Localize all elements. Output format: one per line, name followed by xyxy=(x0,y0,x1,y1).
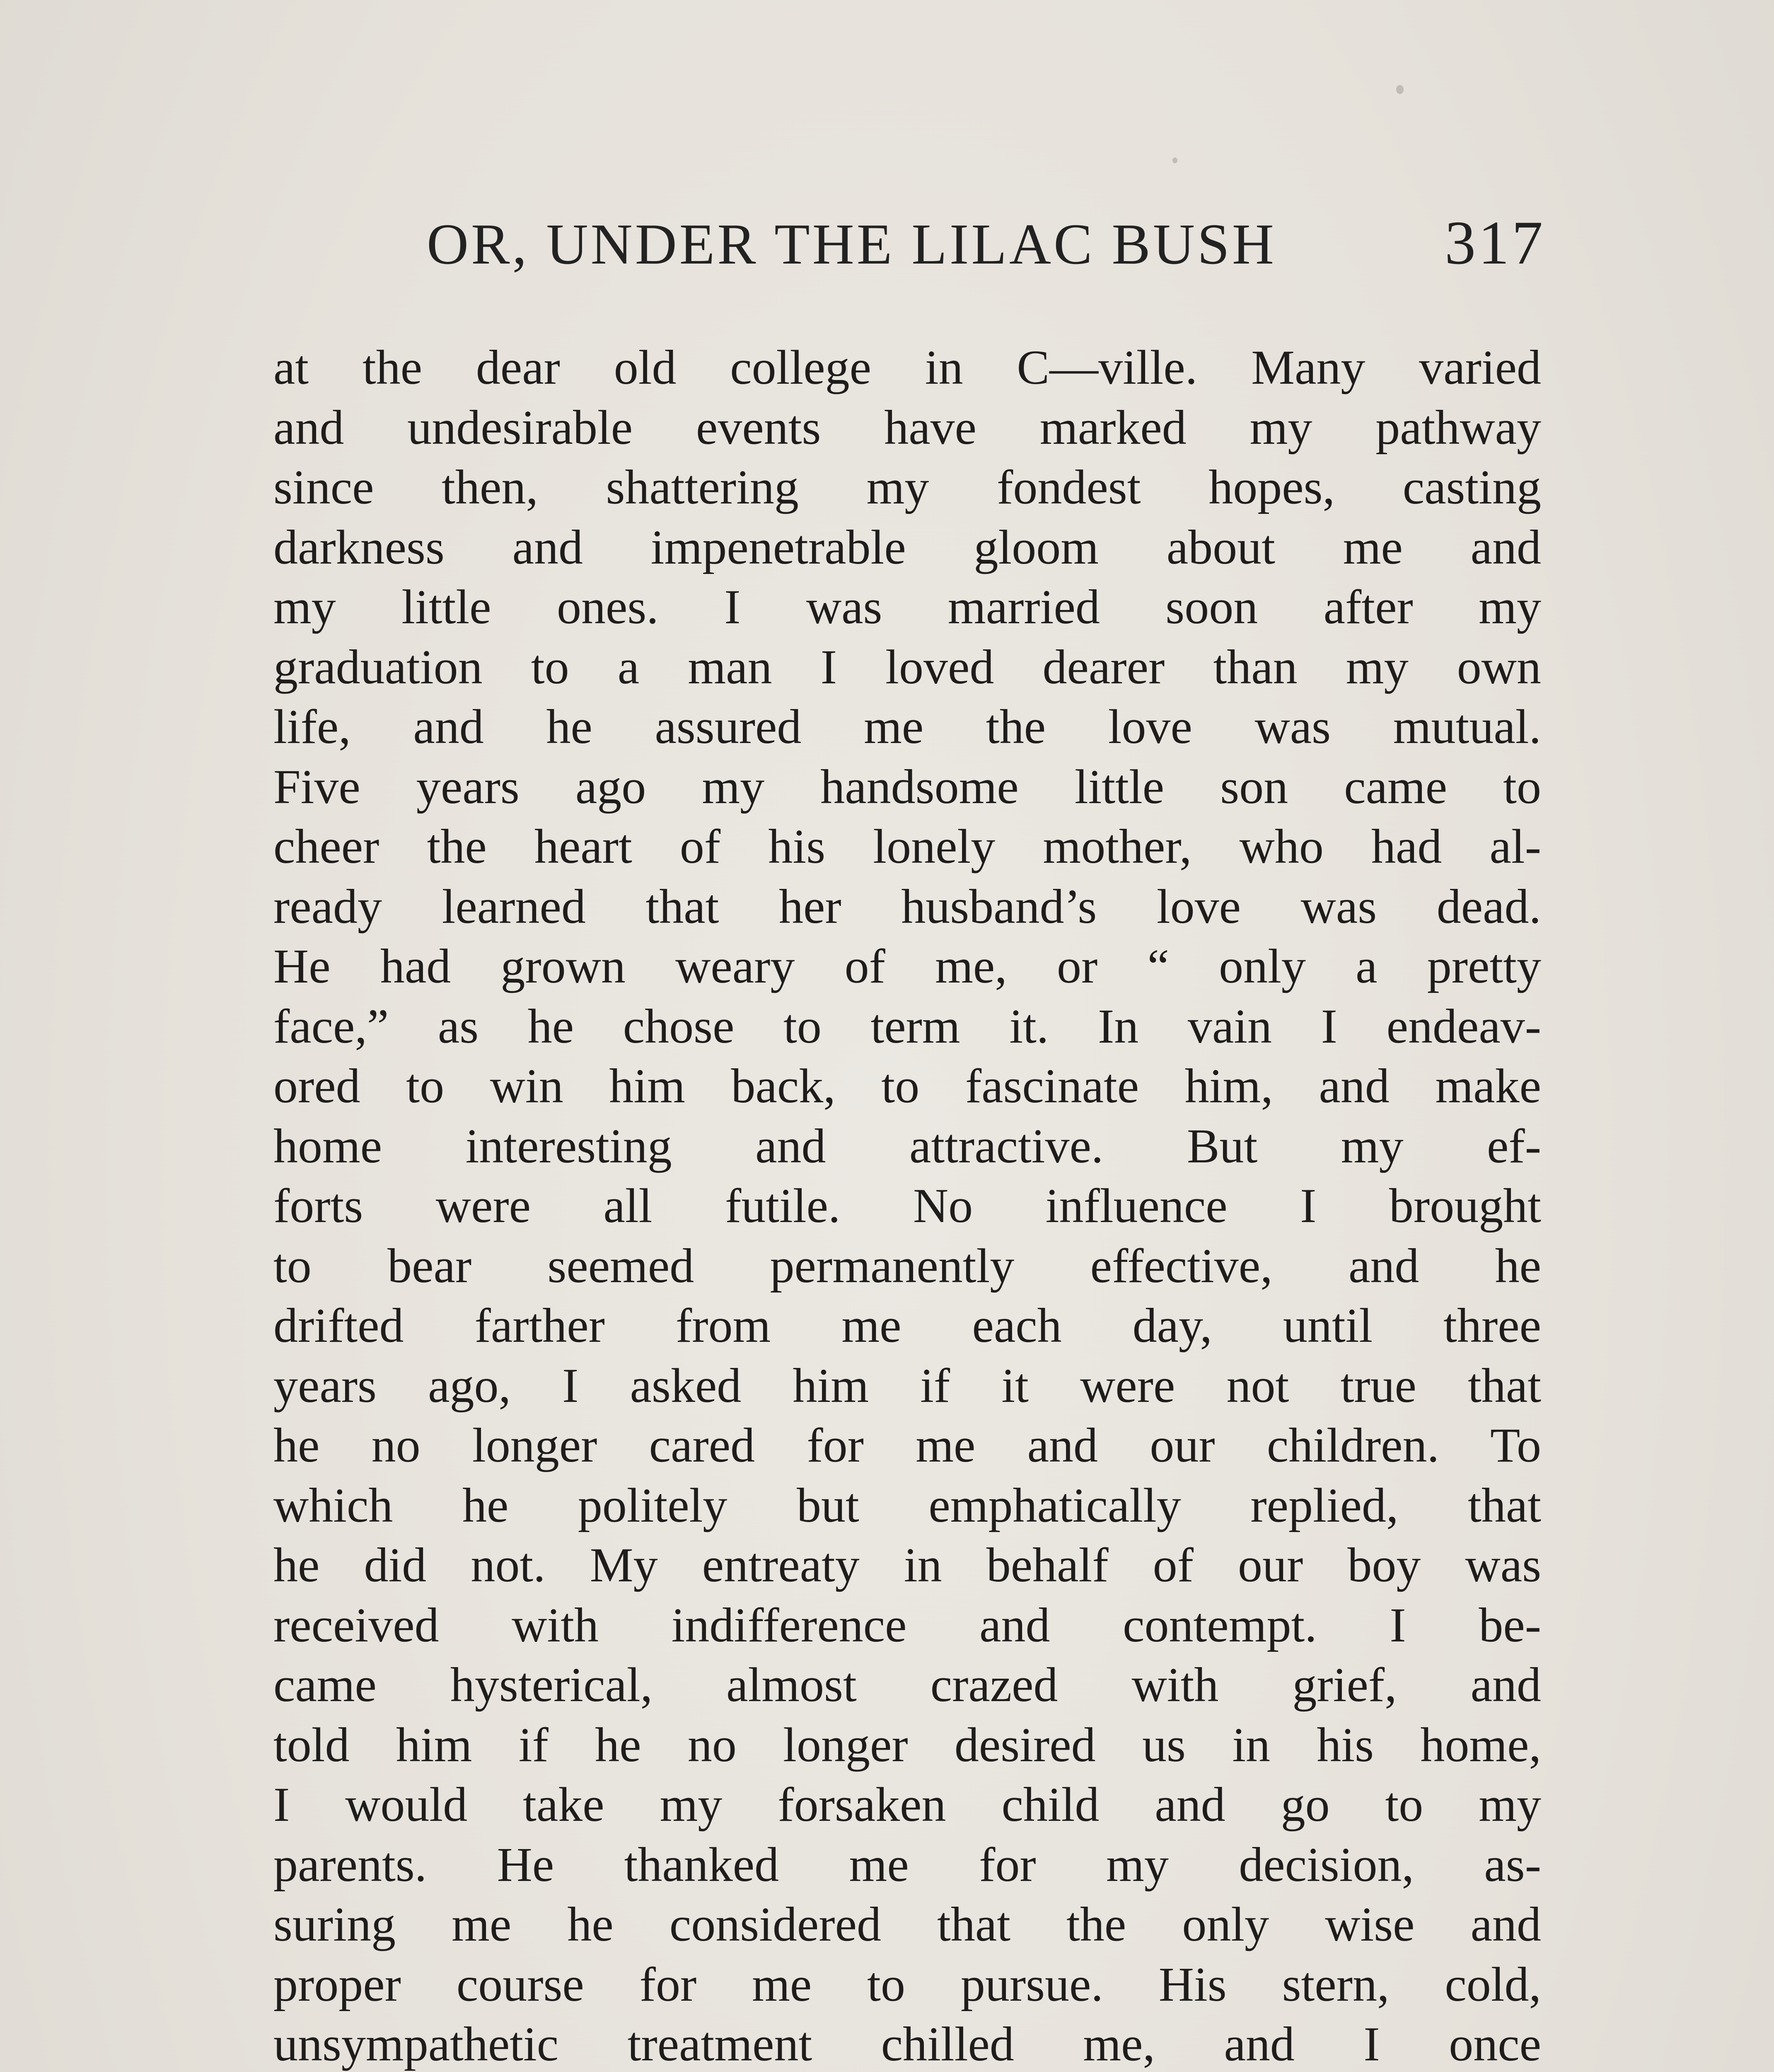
page-header xyxy=(427,207,1545,278)
text-line: face,” as he chose to term it. In vain I endeav- xyxy=(273,999,1541,1053)
body-text xyxy=(273,338,1541,2072)
text-line: graduation to a man I loved dearer than my own xyxy=(273,639,1541,694)
text-line: he no longer cared for me and our children. To xyxy=(273,1418,1541,1472)
text-line: since then, shattering my fondest hopes, casting xyxy=(273,460,1541,514)
text-line: told him if he no longer desired us in his home, xyxy=(273,1717,1541,1772)
paper-speck xyxy=(1172,157,1177,163)
text-line: and undesirable events have marked my pathway xyxy=(273,400,1541,455)
text-line: ready learned that her husband’s love was dead. xyxy=(273,879,1541,934)
text-line: forts were all futile. No influence I brought xyxy=(273,1179,1541,1233)
text-line: came hysterical, almost crazed with grief, and xyxy=(273,1658,1541,1712)
text-line: suring me he considered that the only wise and xyxy=(273,1897,1541,1951)
paper-speck xyxy=(1396,85,1404,94)
running-title: OR, UNDER THE LILAC BUSH xyxy=(427,212,1276,276)
text-line: received with indifference and contempt. I be- xyxy=(273,1598,1541,1652)
text-line: unsympathetic treatment chilled me, and I once xyxy=(273,2017,1541,2071)
text-line: to bear seemed permanently effective, and he xyxy=(273,1238,1541,1293)
text-line: He had grown weary of me, or “ only a pretty xyxy=(273,939,1541,993)
text-line: home interesting and attractive. But my ef- xyxy=(273,1118,1541,1173)
text-line: darkness and impenetrable gloom about me and xyxy=(273,520,1541,574)
text-line: my little ones. I was married soon after my xyxy=(273,580,1541,634)
text-line: proper course for me to pursue. His stern, cold, xyxy=(273,1957,1541,2011)
text-line: Five years ago my handsome little son came to xyxy=(273,759,1541,814)
text-line: cheer the heart of his lonely mother, who had al- xyxy=(273,819,1541,874)
text-line: drifted farther from me each day, until three xyxy=(273,1298,1541,1353)
text-line: he did not. My entreaty in behalf of our boy was xyxy=(273,1538,1541,1592)
text-line: at the dear old college in C—ville. Many varied xyxy=(273,340,1541,395)
text-line: parents. He thanked me for my decision, as- xyxy=(273,1837,1541,1892)
text-line: life, and he assured me the love was mutual. xyxy=(273,700,1541,754)
text-line: I would take my forsaken child and go to my xyxy=(273,1777,1541,1832)
page-number: 317 xyxy=(1445,208,1545,277)
text-line: which he politely but emphatically replied, that xyxy=(273,1478,1541,1532)
text-line: years ago, I asked him if it were not true that xyxy=(273,1358,1541,1413)
text-line: ored to win him back, to fascinate him, and make xyxy=(273,1059,1541,1113)
